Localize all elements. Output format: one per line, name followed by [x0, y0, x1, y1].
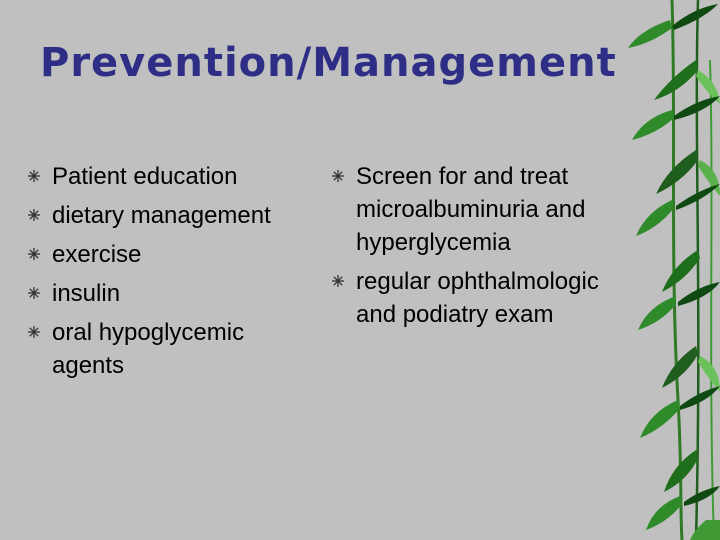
list-item [28, 238, 290, 271]
bamboo-border-icon [610, 0, 720, 540]
left-bullet-list [28, 160, 290, 382]
list-item-text: insulin [52, 280, 121, 307]
asterisk-bullet-icon [332, 275, 344, 287]
asterisk-bullet-icon [28, 209, 40, 221]
asterisk-bullet-icon [28, 326, 40, 338]
asterisk-bullet-icon [28, 170, 40, 182]
list-item [332, 265, 622, 331]
list-item-text: regular ophthalmologic and podiatry exam [356, 268, 599, 328]
list-item-text: dietary management [52, 202, 271, 229]
list-item-text: oral hypoglycemic agents [52, 319, 245, 379]
list-item [28, 316, 290, 382]
list-item [28, 160, 290, 193]
list-item-text: Screen for and treat microalbuminuria and hyperglycemia [356, 163, 586, 256]
asterisk-bullet-icon [332, 170, 344, 182]
asterisk-bullet-icon [28, 287, 40, 299]
asterisk-bullet-icon [28, 248, 40, 260]
slide-title: Prevention/Management [40, 40, 617, 86]
list-item-text: exercise [52, 241, 142, 268]
right-bullet-list [332, 160, 622, 331]
list-item [28, 199, 290, 232]
list-item [332, 160, 622, 259]
list-item-text: Patient education [52, 163, 238, 190]
list-item [28, 277, 290, 310]
